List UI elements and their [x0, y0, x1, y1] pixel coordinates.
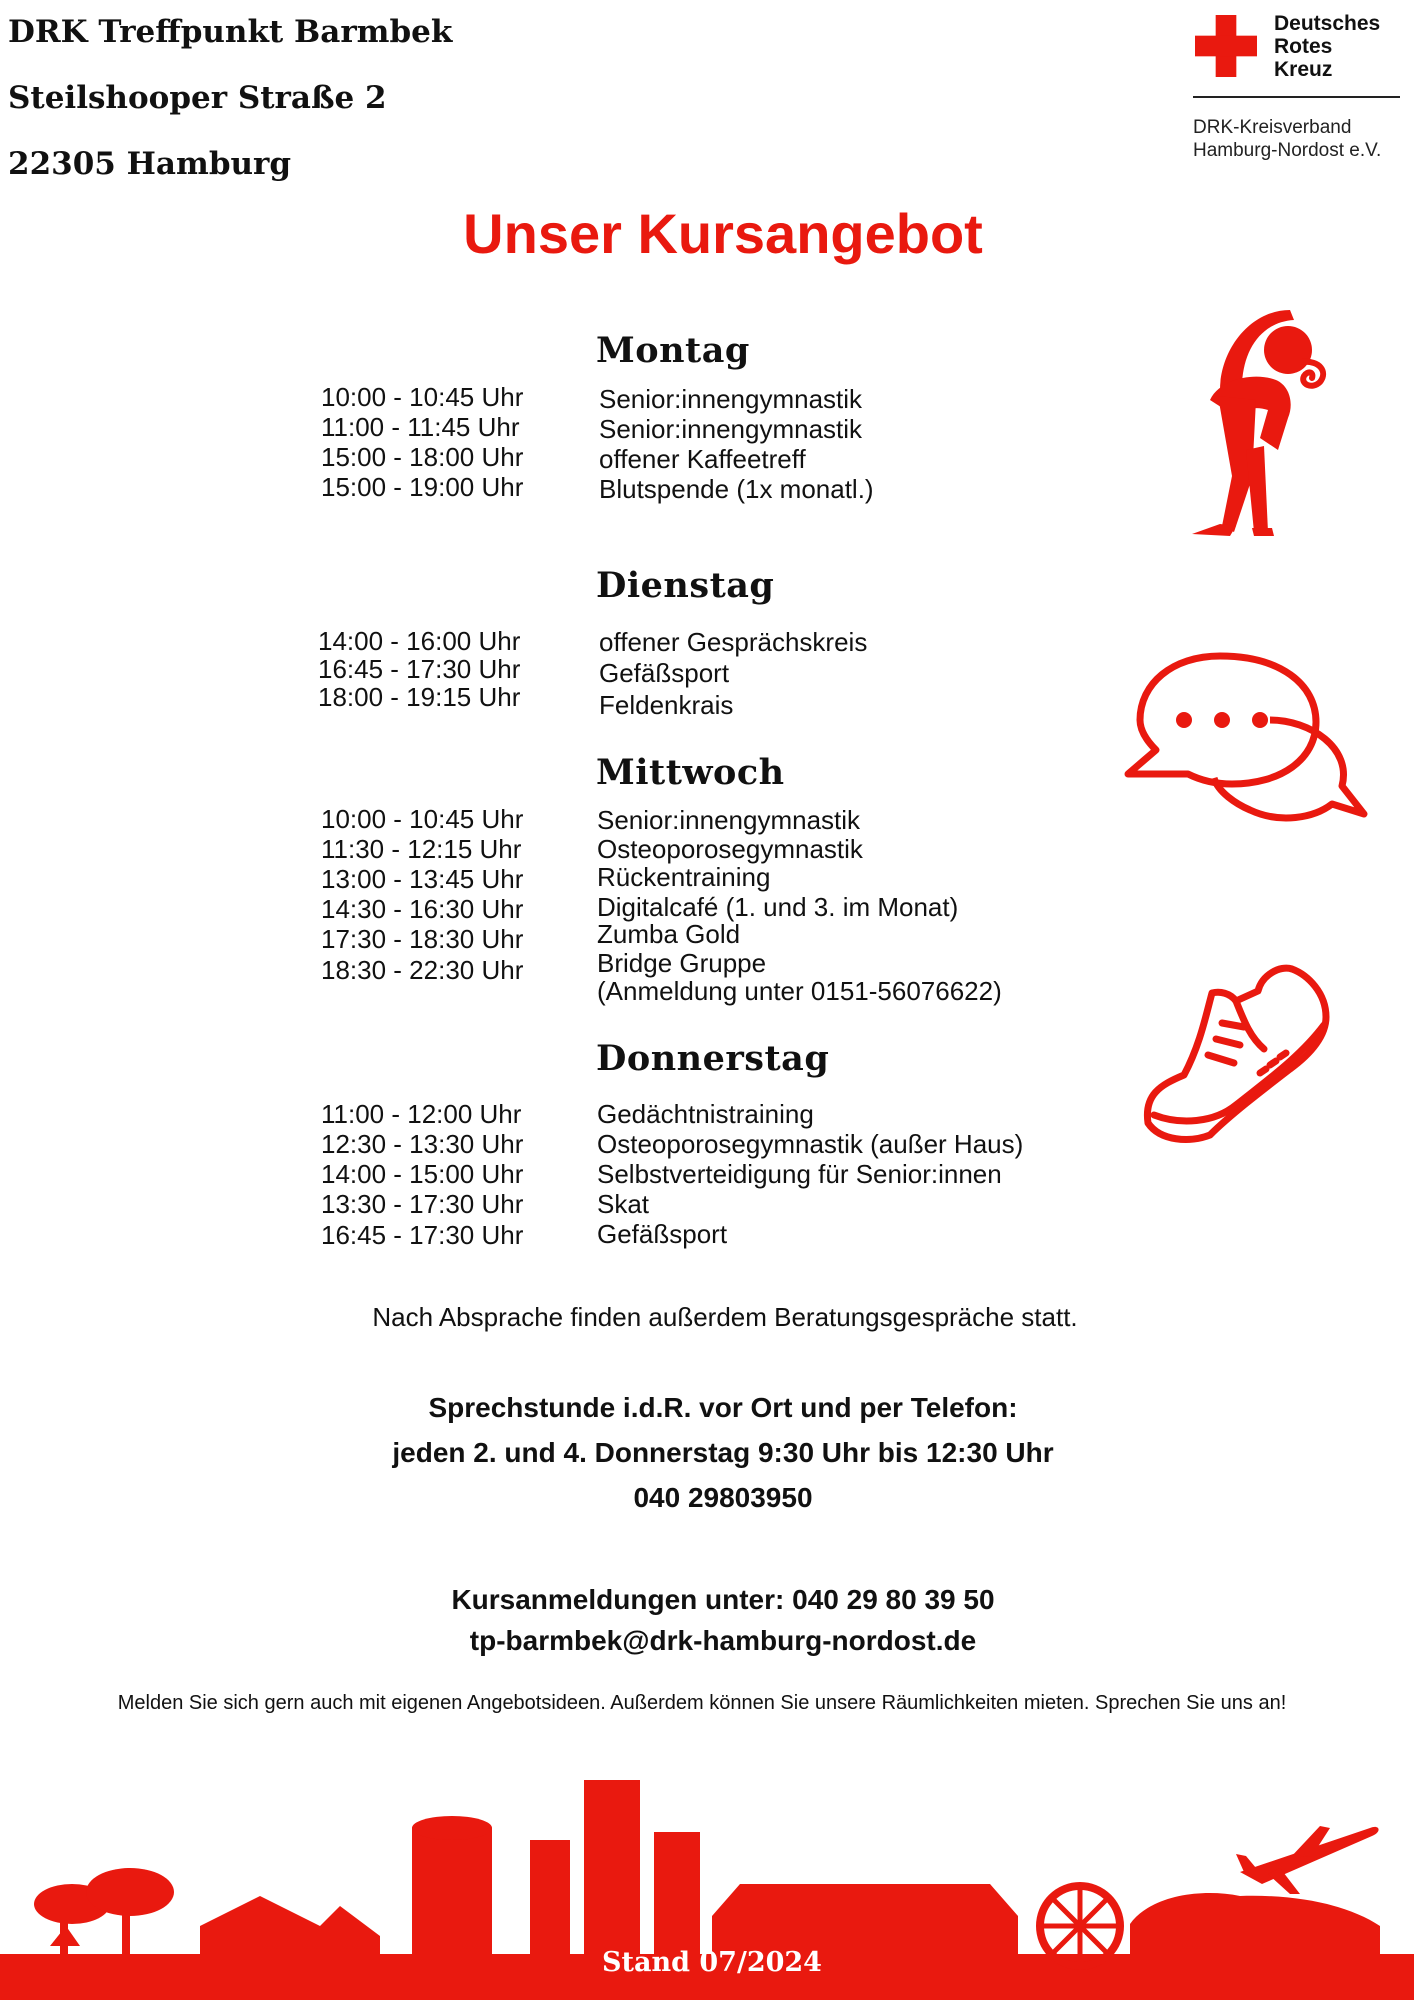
schedule-row: Selbstverteidigung für Senior:innen [597, 1159, 1002, 1189]
office-hours-phone: 040 29803950 [633, 1482, 813, 1513]
logo-wordmark: Deutsches Rotes Kreuz [1274, 12, 1381, 81]
schedule-row: Digitalcafé (1. und 3. im Monat) [597, 892, 959, 922]
schedule-row: 18:00 - 19:15 Uhr [318, 682, 521, 712]
schedule-row: Osteoporosegymnastik (außer Haus) [597, 1129, 1024, 1159]
schedule-row: 16:45 - 17:30 Uhr [321, 1220, 524, 1250]
schedule-row: 11:00 - 11:45 Uhr [321, 412, 520, 442]
schedule-row: 10:00 - 10:45 Uhr [321, 804, 524, 834]
schedule-row: 13:00 - 13:45 Uhr [321, 864, 524, 894]
schedule-row: 14:30 - 16:30 Uhr [321, 894, 524, 924]
schedule-row: 11:30 - 12:15 Uhr [321, 834, 522, 864]
schedule-row: 11:00 - 12:00 Uhr [321, 1099, 522, 1129]
red-cross-logo-icon [1195, 15, 1257, 77]
schedule-row: Gefäßsport [597, 1219, 728, 1249]
schedule-row: Senior:innengymnastik [597, 805, 861, 835]
schedule-row: Osteoporosegymnastik [597, 834, 863, 864]
schedule-row: 10:00 - 10:45 Uhr [321, 382, 524, 412]
address-street: Steilshooper Straße 2 [8, 80, 387, 116]
schedule-row: Skat [597, 1189, 650, 1219]
bridge-registration-note: (Anmeldung unter 0151-56076622) [597, 976, 1002, 1006]
day-heading-monday: Montag [596, 330, 750, 371]
day-heading-wednesday: Mittwoch [596, 752, 785, 793]
schedule-row: Zumba Gold [597, 919, 741, 949]
schedule-row: 15:00 - 19:00 Uhr [321, 472, 524, 502]
schedule-row: offener Kaffeetreff [599, 444, 806, 474]
schedule-row: offener Gesprächskreis [599, 627, 868, 657]
page-title: Unser Kursangebot [463, 202, 983, 265]
schedule-row: Gefäßsport [599, 658, 730, 688]
logo-divider [1193, 96, 1400, 98]
day-heading-tuesday: Dienstag [596, 565, 775, 606]
schedule-row: Blutspende (1x monatl.) [599, 474, 874, 504]
consultation-note: Nach Absprache finden außerdem Beratungsgespräche statt. [372, 1302, 1078, 1332]
address-name: DRK Treffpunkt Barmbek [8, 14, 453, 50]
footer-note: Melden Sie sich gern auch mit eigenen Angebotsideen. Außerdem können Sie unsere Räumlichkeiten mieten. Sprechen Sie uns an! [117, 1692, 1287, 1714]
schedule-row: Bridge Gruppe [597, 948, 767, 978]
registration-email[interactable]: tp-barmbek@drk-hamburg-nordost.de [469, 1625, 977, 1656]
schedule-row: 16:45 - 17:30 Uhr [318, 654, 521, 684]
schedule-row: Senior:innengymnastik [599, 414, 863, 444]
logo-subtitle: DRK-Kreisverband Hamburg-Nordost e.V. [1193, 117, 1382, 161]
stand-date: Stand 07/2024 [602, 1947, 822, 1978]
schedule-row: 15:00 - 18:00 Uhr [321, 442, 524, 472]
schedule-row: 14:00 - 15:00 Uhr [321, 1159, 524, 1189]
sneaker-icon [1140, 965, 1330, 1145]
schedule-row: 17:30 - 18:30 Uhr [321, 924, 524, 954]
schedule-row: 12:30 - 13:30 Uhr [321, 1129, 524, 1159]
registration-phone: Kursanmeldungen unter: 040 29 80 39 50 [451, 1584, 995, 1615]
schedule-row: 13:30 - 17:30 Uhr [321, 1189, 524, 1219]
office-hours-schedule: jeden 2. und 4. Donnerstag 9:30 Uhr bis 12:30 Uhr [392, 1437, 1054, 1468]
schedule-row: 18:30 - 22:30 Uhr [321, 955, 524, 985]
schedule-row: 14:00 - 16:00 Uhr [318, 626, 521, 656]
schedule-row: Feldenkrais [599, 690, 734, 720]
day-heading-thursday: Donnerstag [596, 1038, 830, 1079]
speech-bubbles-icon [1120, 650, 1360, 825]
office-hours-heading: Sprechstunde i.d.R. vor Ort und per Telefon: [428, 1392, 1018, 1423]
schedule-row: Senior:innengymnastik [599, 384, 863, 414]
schedule-row: Rückentraining [597, 862, 771, 892]
schedule-row: Gedächtnistraining [597, 1099, 814, 1129]
address-city: 22305 Hamburg [8, 146, 292, 182]
stretching-person-icon [1160, 300, 1340, 520]
